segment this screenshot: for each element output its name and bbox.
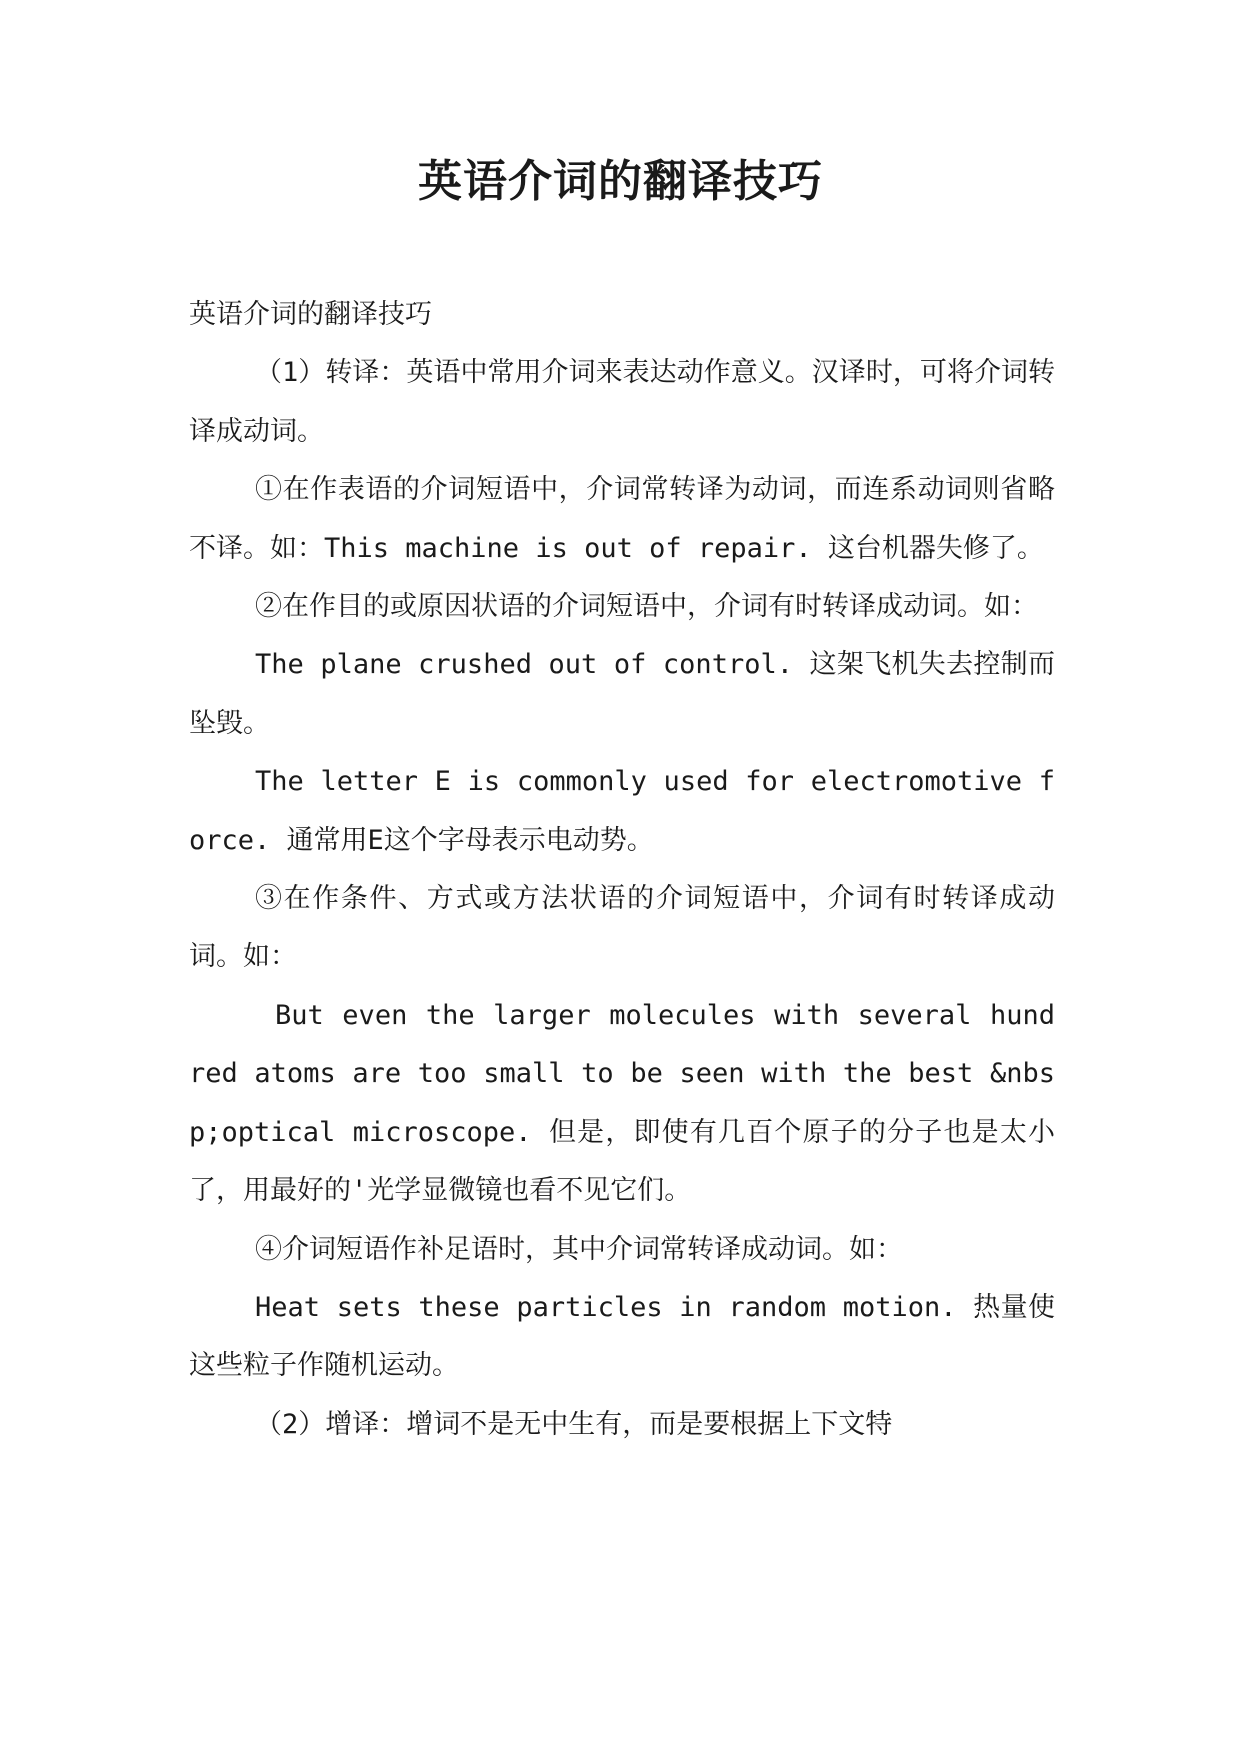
- paragraph-example-plane: The plane crushed out of control. 这架飞机失去控制而坠毁。: [189, 649, 1055, 739]
- paragraph-point-3: ③在作条件、方式或方法状语的介词短语中，介词有时转译成动词。如：: [189, 883, 1055, 973]
- paragraph-heading: 英语介词的翻译技巧: [189, 299, 432, 330]
- paragraph-example-letter: The letter E is commonly used for electromotive force. 通常用E这个字母表示电动势。: [189, 766, 1055, 856]
- paragraph-point-1: ①在作表语的介词短语中，介词常转译为动词，而连系动词则省略不译。如：This machine is out of repair. 这台机器失修了。: [189, 474, 1055, 564]
- document-body: [189, 286, 1055, 1454]
- paragraph-example-molecules: But even the larger molecules with several hundred atoms are too small to be seen with the best &nbsp;optical microscope. 但是，即使有几百个原子的分子也是太小了，用最好的'光学显微镜也看不见它们。: [189, 999, 1055, 1207]
- paragraph-example-heat: Heat sets these particles in random motion. 热量使这些粒子作随机运动。: [189, 1291, 1055, 1382]
- paragraph-addition-intro: （2）增译：增词不是无中生有，而是要根据上下文特: [255, 1408, 893, 1440]
- paragraph-transfer-intro: （1）转译：英语中常用介词来表达动作意义。汉译时，可将介词转译成动词。: [189, 357, 1055, 447]
- paragraph-point-4: ④介词短语作补足语时，其中介词常转译成动词。如：: [255, 1233, 903, 1265]
- document-title: 英语介词的翻译技巧: [418, 156, 823, 207]
- paragraph-point-2: ②在作目的或原因状语的介词短语中，介词有时转译成动词。如：: [255, 591, 1038, 623]
